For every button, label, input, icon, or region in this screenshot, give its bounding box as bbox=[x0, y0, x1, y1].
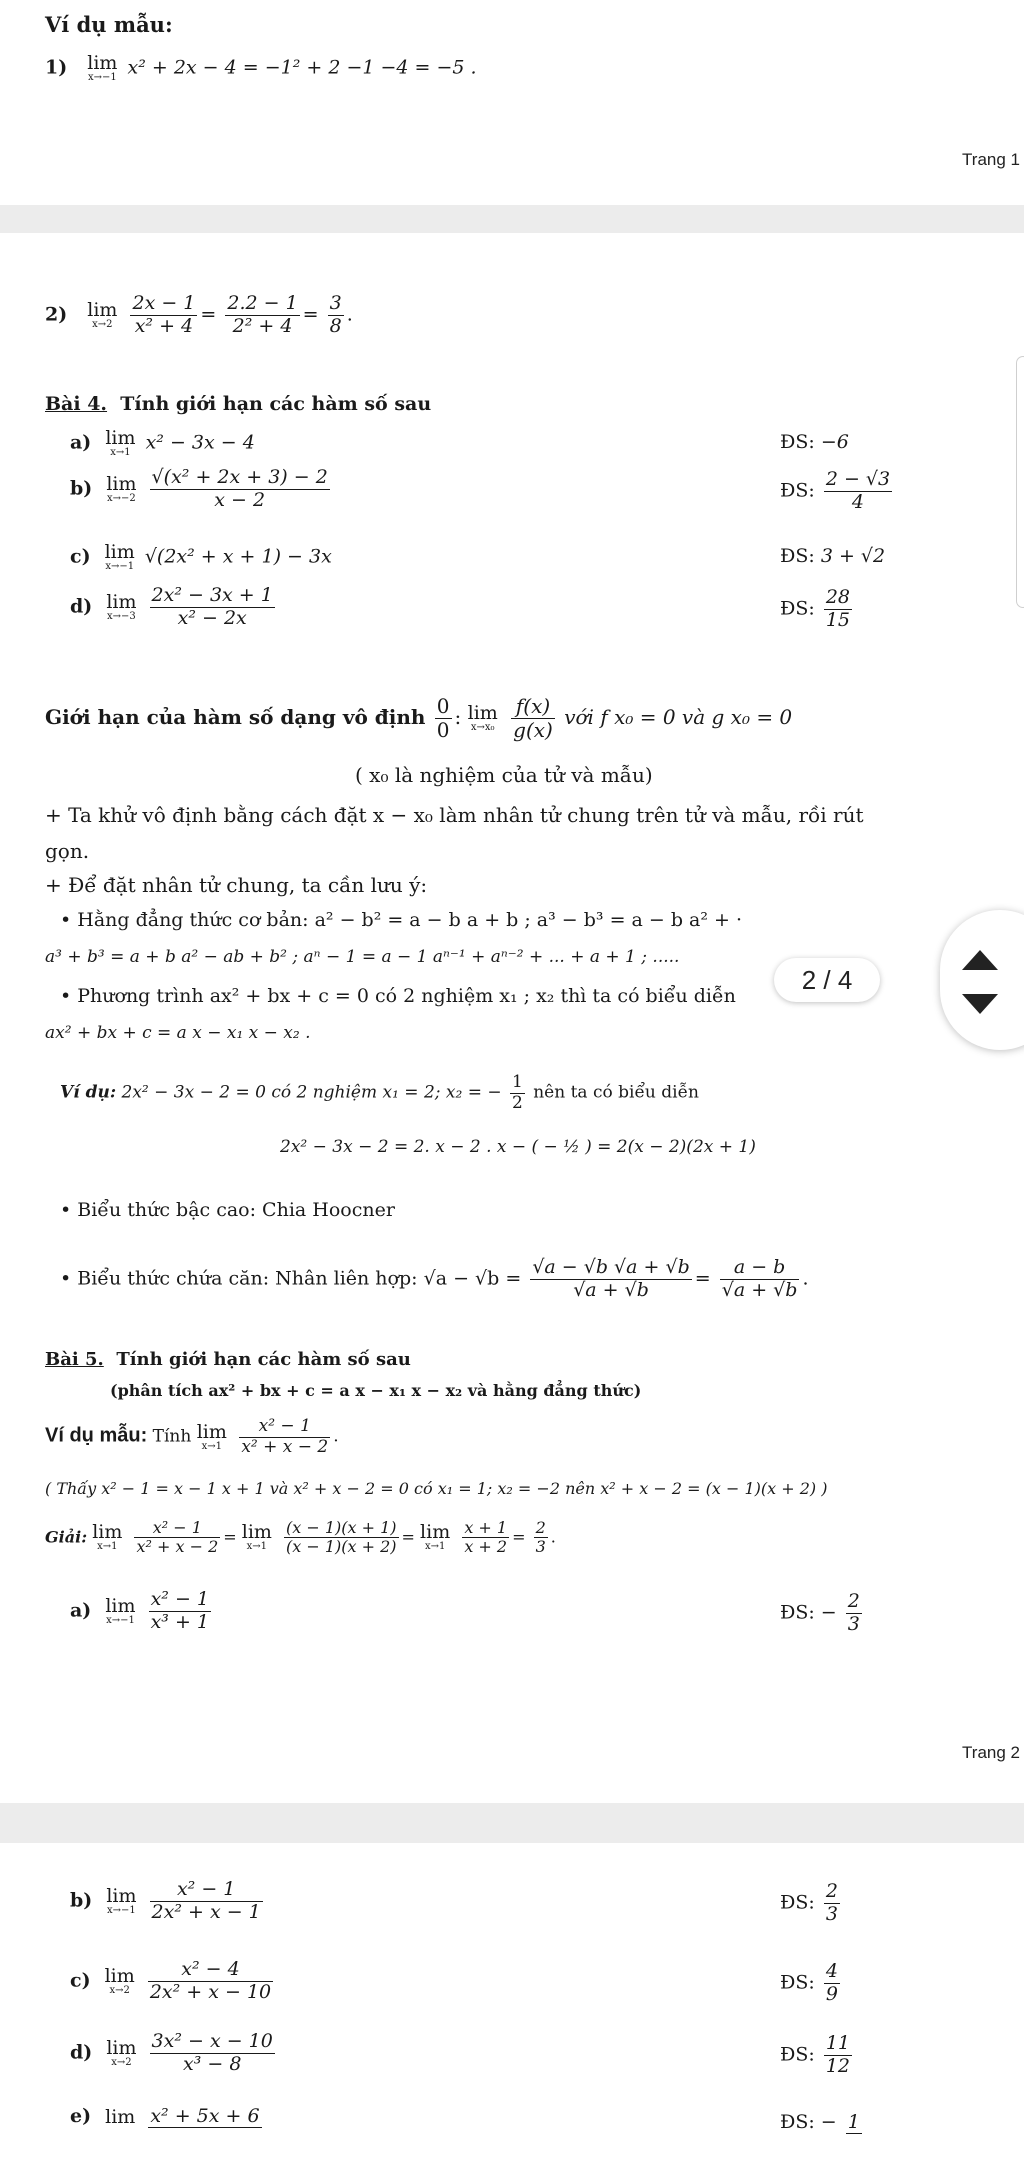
bai5-item-a: a) lim x→−1 $\frac{\text{x² − 1}}{\text{x³ + 1}}$ bbox=[70, 1588, 209, 1633]
equation-line-1: • Phương trình ax² + bx + c = 0 có 2 nghiệm x₁ ; x₂ thì ta có biểu diễn bbox=[60, 985, 736, 1007]
bai4-answer-b: ĐS: $\frac{2 - √3}{4}$ bbox=[780, 468, 891, 513]
fraction: $\frac{2.2 - 1}{\text{2² + 4}}$ bbox=[227, 292, 298, 337]
solution-line: Giải: lim x→1 $\frac{\text{x² − 1}}{\text{x² + x − 2}}$ = lim x→1 $\frac{(x - 1)(x + 1)}{(x - 1)(x + 2)}$ = lim x→1 $\frac{x + 1}{x + 2}$ = $\frac{2}{3}$ . bbox=[45, 1518, 556, 1557]
page-gap bbox=[0, 205, 1024, 233]
bai4-item-c: c) lim x→−1 √(2x² + x + 1) − 3x bbox=[70, 541, 332, 572]
bai4-heading: Bài 4. Tính giới hạn các hàm số sau bbox=[45, 393, 432, 415]
bai4-answer-a: ĐS: −6 bbox=[780, 431, 849, 453]
page-footer: Trang 2 bbox=[962, 1743, 1020, 1762]
bai5-answer-b: ĐS: $\frac{2}{3}$ bbox=[780, 1880, 838, 1925]
conjugate-line: • Biểu thức chứa căn: Nhân liên hợp: √a − √b = $\frac{√a - √b √a + √b}{√a + √b}$ = $\frac{a - b}{√a + √b}$ . bbox=[60, 1256, 809, 1301]
example-line-2: 2x² − 3x − 2 = 2. x − 2 . x − ( − ½ ) = 2(x − 2)(2x + 1) bbox=[280, 1137, 756, 1157]
bai5-answer-e: ĐS: − 1 bbox=[780, 2110, 860, 2133]
bai5-heading: Bài 5. Tính giới hạn các hàm số sau bbox=[45, 1349, 411, 1370]
item-label: 1) bbox=[45, 56, 68, 79]
example-heading: Ví dụ mẫu: bbox=[45, 12, 173, 37]
page-indicator: 2 / 4 bbox=[774, 958, 880, 1002]
bai4-item-b: b) lim x→−2 $\frac{\text{√(x² + 2x + 3) − 2}}{x - 2}$ bbox=[70, 466, 328, 511]
thay-line: ( Thấy x² − 1 = x − 1 x + 1 và x² + x − 2 = 0 có x₁ = 1; x₂ = −2 nên x² + x − 2 = (x − 1)(x + 2) ) bbox=[45, 1479, 828, 1498]
identity-line-1: • Hằng đẳng thức cơ bản: a² − b² = a − b a + b ; a³ − b³ = a − b a² + · bbox=[60, 909, 743, 931]
bai4-answer-c: ĐS: 3 + √2 bbox=[780, 545, 886, 567]
bai5-item-b: b) lim x→−1 $\frac{\text{x² − 1}}{\text{2x² + x − 1}}$ bbox=[70, 1878, 261, 1923]
page-3 bbox=[0, 1843, 1024, 2162]
side-panel-edge bbox=[1016, 356, 1024, 608]
fraction: $\frac{2x - 1}{\text{x² + 4}}$ bbox=[132, 292, 196, 337]
lim: lim x→−1 bbox=[87, 52, 118, 83]
bullet-1: + Ta khử vô định bằng cách đặt x − x₀ làm nhân tử chung trên tử và mẫu, rồi rút bbox=[45, 803, 864, 827]
bullet-1b: gọn. bbox=[45, 839, 90, 863]
example-2: 2) lim x→2 $\frac{2x - 1}{\text{x² + 4}}$ = $\frac{2.2 - 1}{\text{2² + 4}}$ = $\frac{3}{8}$ . bbox=[45, 292, 353, 337]
expression: x² + 2x − 4 = −1² + 2 −1 −4 = −5 . bbox=[127, 56, 477, 79]
chevron-up-icon[interactable] bbox=[960, 948, 1000, 972]
identity-line-2: a³ + b³ = a + b a² − ab + b² ; aⁿ − 1 = a − 1 aⁿ⁻¹ + aⁿ⁻² + ... + a + 1 ; ..... bbox=[45, 947, 680, 967]
bai4-answer-d: ĐS: $\frac{28}{15}$ bbox=[780, 586, 850, 631]
bullet-2: + Để đặt nhân tử chung, ta cần lưu ý: bbox=[45, 873, 428, 897]
equation-line-2: ax² + bx + c = a x − x₁ x − x₂ . bbox=[45, 1023, 311, 1043]
fraction: $\frac{3}{8}$ bbox=[329, 292, 342, 337]
horner-line: • Biểu thức bậc cao: Chia Hoocner bbox=[60, 1199, 395, 1221]
lim: lim x→2 bbox=[87, 298, 118, 330]
bai5-answer-a: ĐS: − $\frac{2}{3}$ bbox=[780, 1590, 860, 1635]
bai5-answer-d: ĐS: $\frac{11}{12}$ bbox=[780, 2032, 850, 2077]
bai5-answer-c: ĐS: $\frac{4}{9}$ bbox=[780, 1960, 838, 2005]
bai5-item-c: c) lim x→2 $\frac{\text{x² − 4}}{\text{2x² + x − 10}}$ bbox=[70, 1958, 272, 2003]
example-line-1: Ví dụ: 2x² − 3x − 2 = 0 có 2 nghiệm x₁ = 2; x₂ = − $\frac{1}{2}$ nên ta có biểu diễn bbox=[60, 1072, 699, 1113]
page-1 bbox=[0, 0, 1024, 205]
page-2 bbox=[0, 233, 1024, 1803]
sample-example: Ví dụ mẫu: Tính lim x→1 $\frac{\text{x² − 1}}{\text{x² + x − 2}}$ . bbox=[45, 1416, 339, 1457]
bai4-item-d: d) lim x→−3 $\frac{\text{2x² − 3x + 1}}{\text{x² − 2x}}$ bbox=[70, 584, 273, 629]
example-1 bbox=[45, 54, 477, 83]
bai5-note: (phân tích ax² + bx + c = a x − x₁ x − x₂ và hằng đẳng thức) bbox=[110, 1381, 642, 1400]
chevron-down-icon[interactable] bbox=[960, 992, 1000, 1016]
section-note: ( x₀ là nghiệm của tử và mẫu) bbox=[355, 763, 653, 787]
bai5-item-e: e) lim x² + 5x + 6 bbox=[70, 2104, 260, 2128]
bai5-item-d: d) lim x→2 $\frac{\text{3x² − x − 10}}{\text{x³ − 8}}$ bbox=[70, 2030, 273, 2075]
page-footer: Trang 1 bbox=[962, 150, 1020, 169]
section-title: Giới hạn của hàm số dạng vô định $\frac{0}{0}$ : lim x→x₀ $\frac{f(x)}{g(x)}$ với f x₀ = 0 và g x₀ = 0 bbox=[45, 694, 793, 742]
page-gap bbox=[0, 1803, 1024, 1843]
bai4-item-a: a) lim x→1 x² − 3x − 4 bbox=[70, 427, 255, 458]
